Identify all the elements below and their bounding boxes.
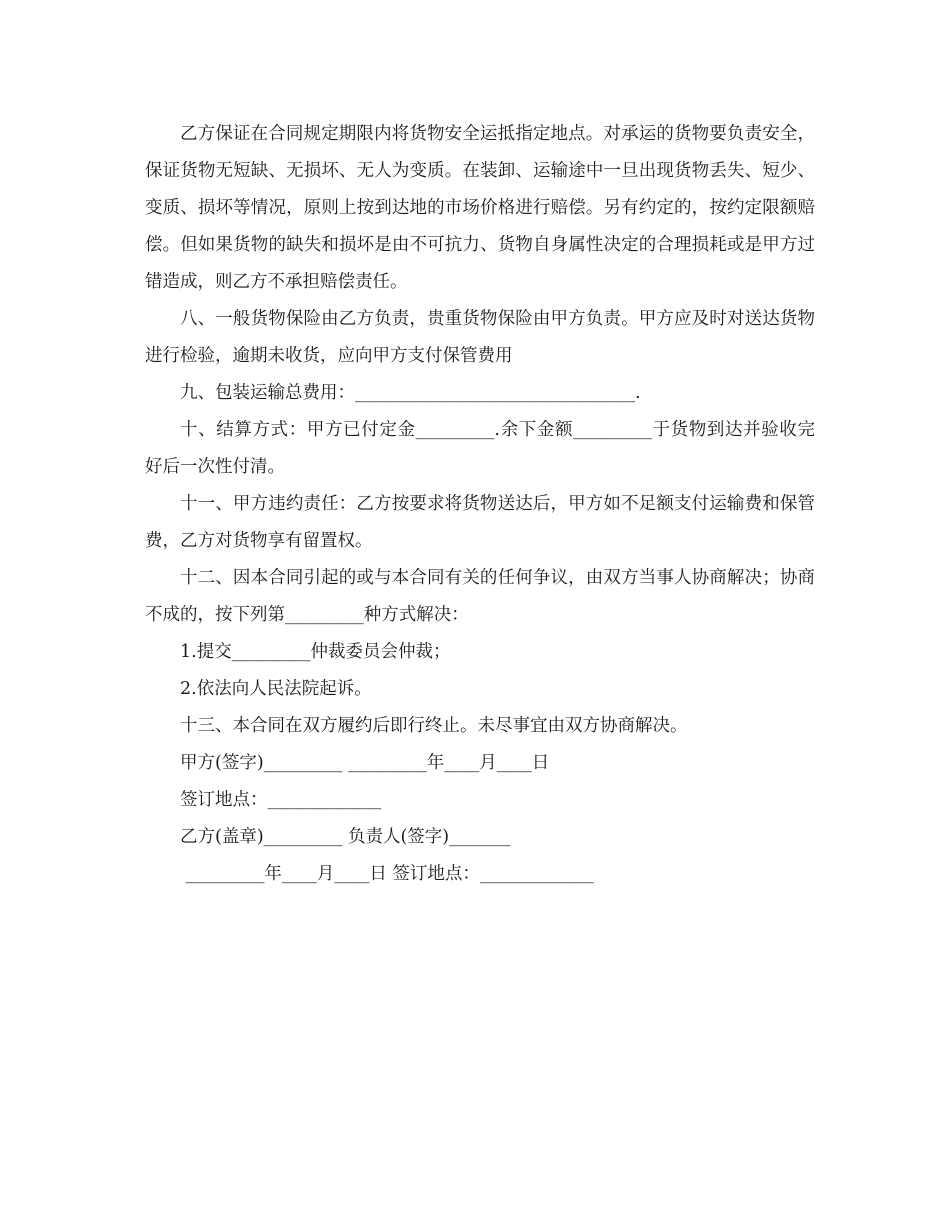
dispute-option-arbitration: 1.提交_________仲裁委员会仲裁； xyxy=(180,642,451,662)
clause-carrier-liability: 乙方保证在合同规定期限内将货物安全运抵指定地点。对承运的货物要负责安全，保证货物无短缺、无损坏、无人为变质。在装卸、运输途中一旦出现货物丢失、短少、变质、损坏等情况，原则上按到达地的市场价格进行赔偿。另有约定的，按约定限额赔偿。但如果货物的缺失和损坏是由不可抗力、货物自身属性决定的合理损耗或是甲方过错造成，则乙方不承担赔偿责任。 xyxy=(145,124,815,292)
dispute-option-court: 2.依法向人民法院起诉。 xyxy=(180,679,372,699)
signing-place-line: 签订地点：_____________ xyxy=(180,790,382,810)
party-a-signature-line: 甲方(签字)_________ _________年____月____日 xyxy=(180,753,550,773)
clause-12-dispute: 十二、因本合同引起的或与本合同有关的任何争议，由双方当事人协商解决；协商不成的，按下列第_________种方式解决： xyxy=(145,568,815,625)
clause-9-total-fee: 九、包装运输总费用：________________________________. xyxy=(180,383,641,403)
party-b-signature-line: 乙方(盖章)_________ 负责人(签字)_______ xyxy=(180,827,511,847)
clause-13-termination: 十三、本合同在双方履约后即行终止。未尽事宜由双方协商解决。 xyxy=(180,716,688,736)
party-b-date-place-line: _________年____月____日 签订地点：_____________ xyxy=(180,864,594,884)
clause-10-settlement: 十、结算方式：甲方已付定金_________.余下金额_________于货物到达并验收完好后一次性付清。 xyxy=(145,420,815,477)
contract-page xyxy=(145,116,815,893)
clause-8-insurance: 八、一般货物保险由乙方负责，贵重货物保险由甲方负责。甲方应及时对送达货物进行检验，逾期未收货，应向甲方支付保管费用 xyxy=(145,309,815,366)
clause-11-breach: 十一、甲方违约责任：乙方按要求将货物送达后，甲方如不足额支付运输费和保管费，乙方对货物享有留置权。 xyxy=(145,494,815,551)
